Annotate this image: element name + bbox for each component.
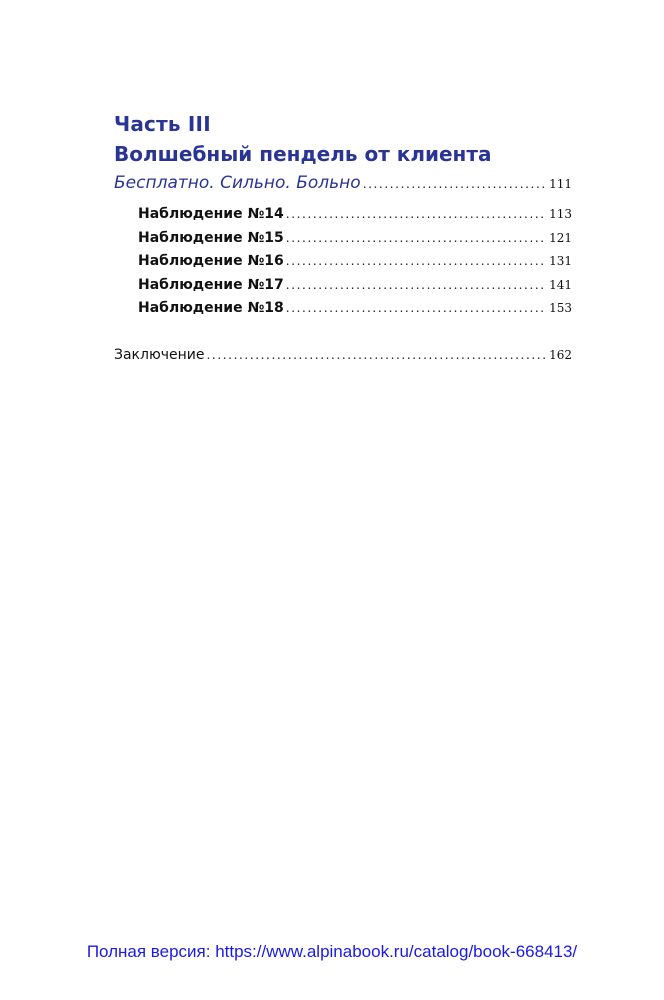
toc-entry-observation-18[interactable]: [138, 297, 572, 321]
dot-leader: [363, 171, 547, 197]
dot-leader: [286, 250, 547, 274]
toc-entry-label: Заключение: [114, 346, 205, 363]
toc-entry-observation-16[interactable]: [138, 250, 572, 274]
full-version-url[interactable]: https://www.alpinabook.ru/catalog/book-668413/: [215, 942, 578, 961]
toc-entry-label: Наблюдение №18: [138, 300, 284, 316]
toc-entry-page: 111: [549, 177, 572, 191]
table-of-contents: [114, 110, 572, 367]
dot-leader: [286, 203, 547, 227]
toc-entry-label: Наблюдение №16: [138, 253, 284, 269]
part-label: Часть III: [114, 112, 211, 136]
toc-entry-page: 162: [549, 347, 572, 362]
dot-leader: [286, 227, 547, 251]
toc-entry-label: Наблюдение №17: [138, 276, 284, 293]
toc-entry-conclusion[interactable]: [114, 343, 572, 367]
toc-entry-label: Бесплатно. Сильно. Больно: [114, 173, 361, 193]
toc-entry-page: 131: [549, 254, 572, 268]
toc-entry-observation-15[interactable]: [138, 227, 572, 251]
dot-leader: [286, 297, 547, 321]
dot-leader: [207, 343, 548, 367]
part-title: Волшебный пендель от клиента: [114, 142, 492, 166]
observation-list: [114, 203, 572, 321]
toc-entry-label: Наблюдение №14: [138, 206, 284, 222]
toc-entry-page: 153: [549, 301, 572, 315]
toc-entry-subtitle[interactable]: [114, 170, 572, 197]
dot-leader: [286, 274, 547, 298]
toc-entry-page: 141: [549, 277, 572, 292]
toc-entry-observation-14[interactable]: [138, 203, 572, 227]
toc-entry-page: 113: [549, 207, 572, 221]
toc-entry-observation-17[interactable]: [138, 274, 572, 298]
full-version-prefix: Полная версия:: [86, 942, 216, 961]
toc-entry-label: Наблюдение №15: [138, 229, 284, 246]
toc-entry-page: 121: [549, 230, 572, 245]
full-version-link[interactable]: [0, 940, 664, 964]
